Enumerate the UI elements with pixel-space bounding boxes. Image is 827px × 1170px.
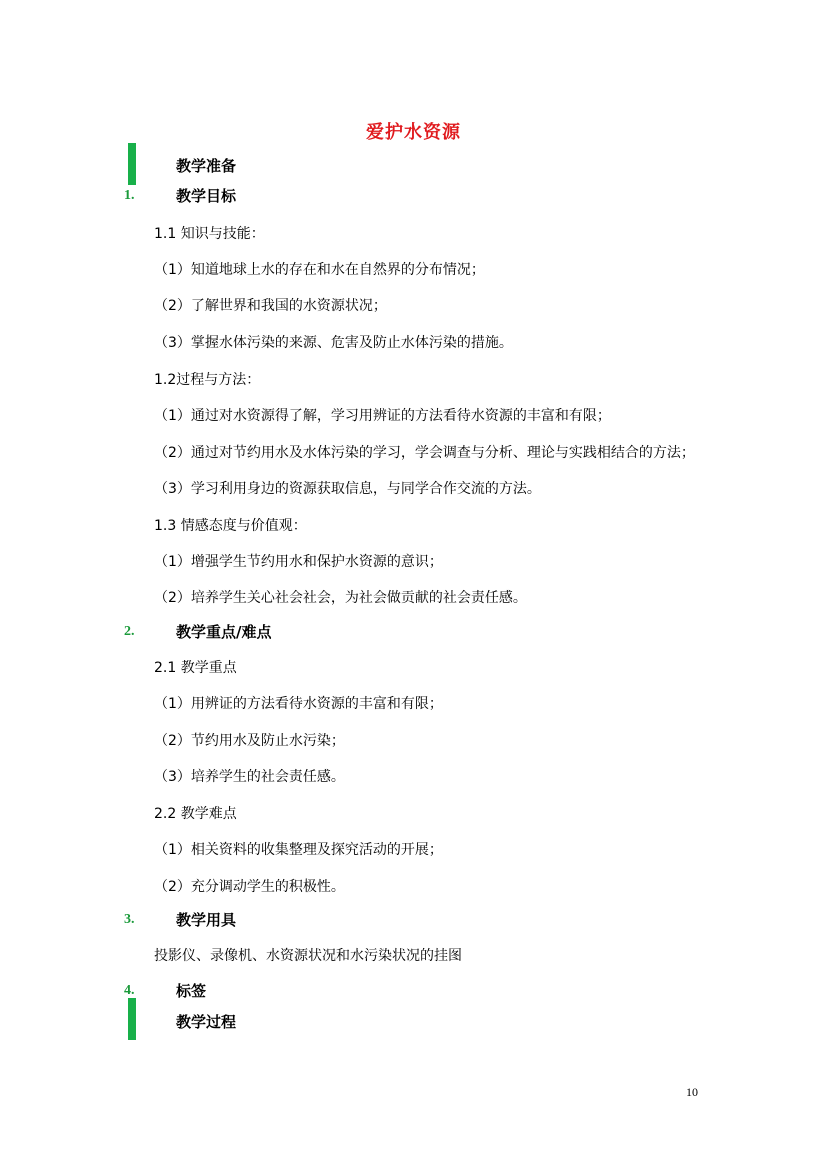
subheading-process: 1.2过程与方法：	[154, 372, 261, 388]
section-marker-bar	[128, 998, 136, 1040]
list-item: （1）用辨证的方法看待水资源的丰富和有限；	[154, 696, 443, 712]
list-item: （2）充分调动学生的积极性。	[154, 879, 345, 895]
section-heading-process: 教学过程	[176, 1013, 237, 1031]
list-item: （1）相关资料的收集整理及探究活动的开展；	[154, 842, 443, 858]
section-number-tags: 4.	[124, 983, 135, 998]
subheading-key-points: 2.1 教学重点	[154, 660, 237, 676]
section-number-tools: 3.	[124, 912, 135, 927]
list-item: （2）节约用水及防止水污染；	[154, 733, 345, 749]
list-item: （2）了解世界和我国的水资源状况；	[154, 298, 387, 314]
section-heading-prep: 教学准备	[176, 157, 237, 175]
section-number-goals: 1.	[124, 188, 135, 203]
tools-text: 投影仪、录像机、水资源状况和水污染状况的挂图	[154, 948, 462, 964]
list-item: （1）知道地球上水的存在和水在自然界的分布情况；	[154, 262, 485, 278]
list-item: （3）掌握水体污染的来源、危害及防止水体污染的措施。	[154, 335, 513, 351]
subheading-difficulties: 2.2 教学难点	[154, 806, 237, 822]
list-item: （3）培养学生的社会责任感。	[154, 769, 345, 785]
list-item: （2）培养学生关心社会社会，为社会做贡献的社会责任感。	[154, 590, 527, 606]
list-item: （2）通过对节约用水及水体污染的学习，学会调查与分析、理论与实践相结合的方法；	[154, 445, 695, 461]
list-item: （1）通过对水资源得了解，学习用辨证的方法看待水资源的丰富和有限；	[154, 408, 611, 424]
page-number: 10	[686, 1085, 698, 1099]
list-item: （3）学习利用身边的资源获取信息，与同学合作交流的方法。	[154, 481, 541, 497]
section-heading-tools: 教学用具	[176, 911, 237, 929]
section-heading-key: 教学重点/难点	[176, 623, 272, 641]
subheading-attitude: 1.3 情感态度与价值观：	[154, 518, 307, 534]
section-heading-goals: 教学目标	[176, 187, 237, 205]
document-title: 爱护水资源	[366, 122, 461, 143]
section-marker-bar	[128, 143, 136, 185]
subheading-knowledge: 1.1 知识与技能：	[154, 226, 265, 242]
list-item: （1）增强学生节约用水和保护水资源的意识；	[154, 554, 443, 570]
section-heading-tags: 标签	[176, 982, 207, 1000]
section-number-key: 2.	[124, 624, 135, 639]
